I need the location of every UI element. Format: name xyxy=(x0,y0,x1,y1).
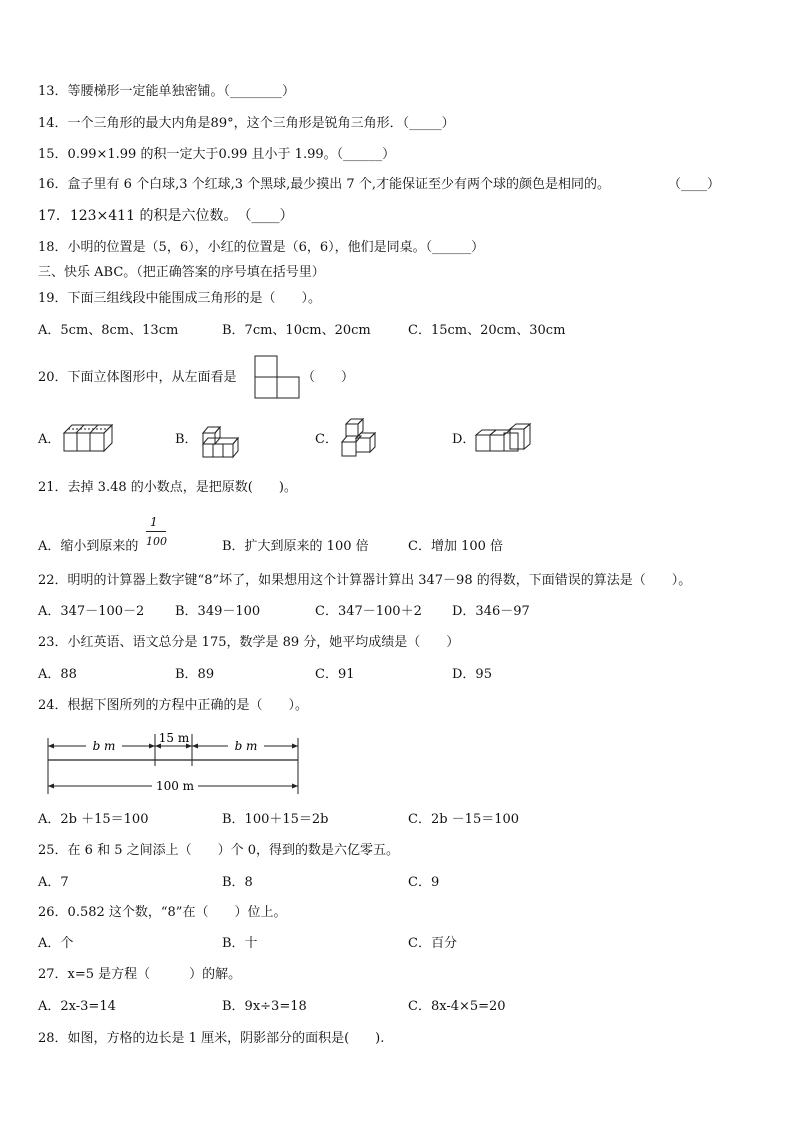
question-20-suffix: （ ） xyxy=(302,370,355,385)
q22-option-c: C．347－100＋2 xyxy=(315,604,422,619)
q27-option-a: A．2x-3=14 xyxy=(38,999,116,1014)
q20-option-d: D． xyxy=(452,432,476,447)
option-b-cubes xyxy=(200,421,242,459)
segment-label-b-right: b m xyxy=(234,739,258,753)
q25-option-a: A．7 xyxy=(38,875,69,890)
question-21: 21．去掉 3.48 的小数点，是把原数( )。 xyxy=(38,480,297,495)
question-16: 16．盒子里有 6 个白球,3 个红球,3 个黑球,最少摸出 7 个,才能保证至少有两个球的颜色是相同的。 xyxy=(38,177,610,192)
q24-option-a: A．2b ＋15＝100 xyxy=(38,812,149,827)
q25-option-b: B．8 xyxy=(222,875,253,890)
q21-option-b: B．扩大到原来的 100 倍 xyxy=(222,539,369,554)
left-view-figure xyxy=(254,355,300,399)
section-3-heading: 三、快乐 ABC。（把正确答案的序号填在括号里） xyxy=(38,265,325,280)
q19-option-c: C．15cm、20cm、30cm xyxy=(408,323,566,338)
segment-label-b-left: b m xyxy=(92,739,116,753)
q22-option-a: A．347－100－2 xyxy=(38,604,145,619)
q19-option-b: B．7cm、10cm、20cm xyxy=(222,323,371,338)
question-26: 26．0.582 这个数，“8”在（ ）位上。 xyxy=(38,905,287,920)
option-a-cubes xyxy=(62,421,116,457)
option-c-cubes xyxy=(338,418,380,460)
q26-option-b: B．十 xyxy=(222,936,258,951)
q21-option-c: C．增加 100 倍 xyxy=(408,539,504,554)
question-28: 28．如图，方格的边长是 1 厘米，阴影部分的面积是( ). xyxy=(38,1031,385,1046)
q21-option-a-prefix: A．缩小到原来的 xyxy=(38,539,139,554)
question-27: 27．x=5 是方程（ ）的解。 xyxy=(38,967,242,982)
q22-option-b: B．349－100 xyxy=(175,604,261,619)
question-22: 22．明明的计算器上数字键“8”坏了，如果想用这个计算器计算出 347－98 的得数，下面错误的算法是（ ）。 xyxy=(38,573,692,588)
question-20-prefix: 20．下面立体图形中，从左面看是 xyxy=(38,370,237,385)
question-16-blank: （____） xyxy=(668,177,721,192)
q23-option-d: D．95 xyxy=(452,667,492,682)
q20-option-a: A． xyxy=(38,432,61,447)
q21-fraction-denominator: 100 xyxy=(146,535,167,548)
q20-option-b: B． xyxy=(175,432,198,447)
q23-option-c: C．91 xyxy=(315,667,355,682)
q23-option-b: B．89 xyxy=(175,667,215,682)
q27-option-c: C．8x-4×5=20 xyxy=(408,999,506,1014)
q21-fraction-numerator: 1 xyxy=(150,515,158,529)
segment-label-15: 15 m xyxy=(158,731,190,745)
question-13: 13．等腰梯形一定能单独密铺。（________） xyxy=(38,84,296,99)
question-14: 14．一个三角形的最大内角是89°，这个三角形是锐角三角形．（_____） xyxy=(38,116,455,131)
segment-label-total: 100 m xyxy=(155,779,195,793)
question-18: 18．小明的位置是（5，6），小红的位置是（6，6），他们是同桌。（______） xyxy=(38,240,485,255)
q24-option-c: C．2b －15＝100 xyxy=(408,812,520,827)
q20-option-c: C． xyxy=(315,432,338,447)
q22-option-d: D．346－97 xyxy=(452,604,530,619)
question-17: 17．123×411 的积是六位数。 （____） xyxy=(38,208,294,224)
question-23: 23．小红英语、语文总分是 175，数学是 89 分，她平均成绩是（ ） xyxy=(38,635,460,650)
q26-option-a: A．个 xyxy=(38,936,74,951)
q25-option-c: C．9 xyxy=(408,875,440,890)
q21-fraction-bar xyxy=(146,531,166,532)
q23-option-a: A．88 xyxy=(38,667,77,682)
question-25: 25．在 6 和 5 之间添上（ ）个 0，得到的数是六亿零五。 xyxy=(38,843,400,858)
question-15: 15．0.99×1.99 的积一定大于0.99 且小于 1.99。（______） xyxy=(38,147,396,162)
option-d-cubes xyxy=(474,423,534,457)
q19-option-a: A．5cm、8cm、13cm xyxy=(38,323,179,338)
q26-option-c: C．百分 xyxy=(408,936,457,951)
question-24: 24．根据下图所列的方程中正确的是（ ）。 xyxy=(38,698,309,713)
q24-option-b: B．100＋15＝2b xyxy=(222,812,329,827)
question-19: 19．下面三组线段中能围成三角形的是（ ）。 xyxy=(38,291,322,306)
q27-option-b: B．9x÷3=18 xyxy=(222,999,307,1014)
segment-diagram xyxy=(40,728,305,800)
